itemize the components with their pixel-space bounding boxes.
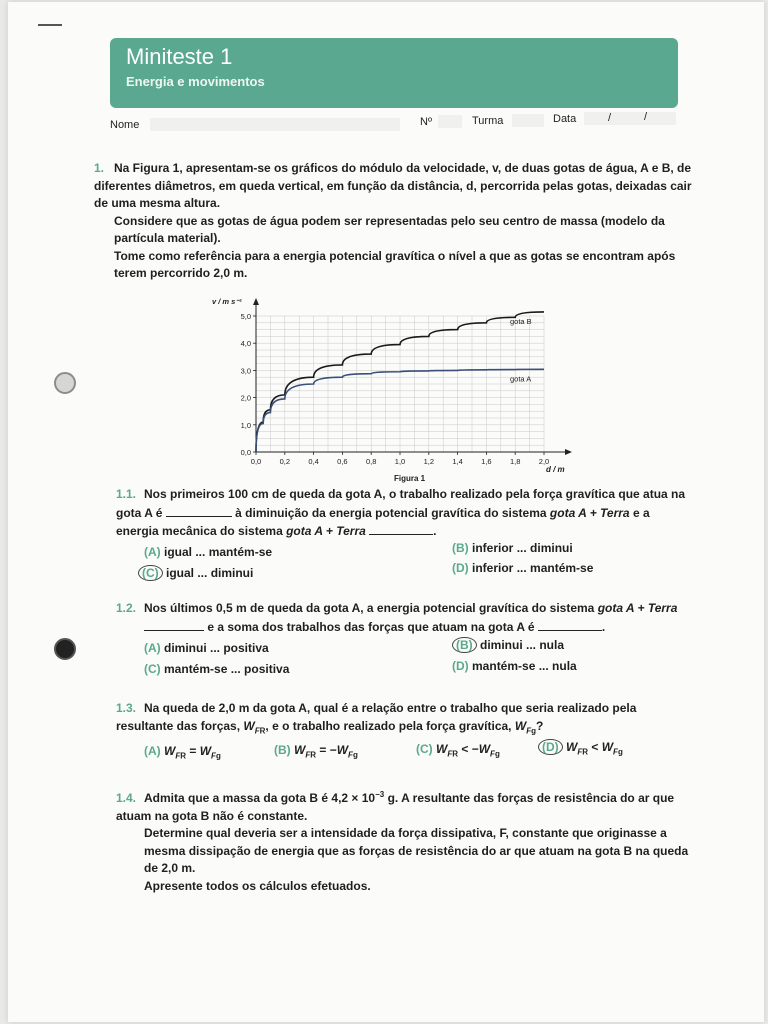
question-text: Na Figura 1, apresentam-se os gráficos do módulo da velocidade, v, de duas gotas de água, A e B, de diferentes diâmetros, em queda vertical, em função da distância, d, percorrida pelas gotas, deixadas cair de uma mesma altura. bbox=[94, 161, 692, 210]
x-axis-arrow bbox=[565, 449, 572, 455]
system-name: gota A + Terra bbox=[286, 524, 366, 538]
question-number: 1.1. bbox=[116, 487, 137, 501]
binder-mark bbox=[38, 24, 62, 26]
question-1 bbox=[94, 160, 692, 283]
option-d[interactable]: (D) $W_{FR} < W_{Fg}$ bbox=[538, 740, 623, 756]
y-axis-label: v / m s⁻¹ bbox=[212, 297, 242, 306]
x-tick-label: 0,6 bbox=[337, 457, 348, 466]
option-b[interactable]: (B) inferior ... diminui bbox=[452, 541, 573, 555]
option-c[interactable]: (C) igual ... diminui bbox=[138, 566, 253, 580]
option-b[interactable]: (B) $W_{FR} = -W_{Fg}$ bbox=[274, 743, 358, 760]
y-tick-label: 4,0 bbox=[240, 339, 251, 349]
date-separator: / bbox=[608, 112, 612, 124]
x-tick-label: 0,0 bbox=[250, 457, 262, 466]
question-1-2: 1.2. Nos últimos 0,5 m de queda da gota A, a energia potencial gravítica do sistema gota A + Terra e a soma dos trabalhos das forças que atuam na gota A é . bbox=[116, 601, 678, 634]
option-c[interactable]: (C) mantém-se ... positiva bbox=[144, 662, 290, 676]
system-name: gota A + Terra bbox=[597, 601, 678, 615]
series-label: gota A bbox=[510, 374, 532, 384]
question-text: Determine qual deveria ser a intensidade da força dissipativa, F, constante que originasse a mesma dissipação de energia que as forças de resistência do ar que atuam na gota B na queda de 2,0 m. bbox=[144, 826, 689, 875]
quiz-title: Miniteste 1 bbox=[126, 44, 233, 69]
figure-caption: Figura 1 bbox=[394, 474, 426, 483]
question-text: Considere que as gotas de água podem ser representadas pelo seu centro de massa (modelo da partícula material). bbox=[114, 213, 665, 245]
x-axis-label: d / m bbox=[546, 465, 565, 474]
y-tick-label: 5,0 bbox=[240, 312, 251, 321]
question-text: Nos últimos 0,5 m de queda da gota A, a energia potencial gravítica do sistema bbox=[144, 601, 595, 615]
system-name: gota A + Terra bbox=[549, 505, 630, 520]
velocity-distance-chart bbox=[200, 296, 580, 486]
x-tick-label: 1,0 bbox=[394, 457, 406, 466]
question-text: g. A resultante das forças de resistência do ar que atuam na gota B não é constante. bbox=[116, 791, 675, 823]
question-text: e a soma dos trabalhos das forças que atuam na gota A é bbox=[207, 619, 535, 634]
y-tick-label: 1,0 bbox=[240, 420, 251, 430]
option-a[interactable]: (A) igual ... mantém-se bbox=[144, 545, 273, 559]
answer-blank[interactable] bbox=[144, 618, 204, 631]
x-tick-label: 1,2 bbox=[423, 457, 435, 466]
quiz-header bbox=[110, 38, 678, 108]
question-number: 1.3. bbox=[116, 701, 137, 715]
x-tick-label: 0,4 bbox=[308, 457, 319, 466]
question-text: e a energia mecânica do sistema bbox=[116, 505, 650, 538]
question-1-4 bbox=[116, 786, 692, 895]
x-tick-label: 0,2 bbox=[279, 457, 291, 466]
y-axis-arrow bbox=[253, 298, 259, 305]
name-label: Nome bbox=[110, 119, 140, 131]
option-c[interactable]: (C) $W_{FR} < -W_{Fg}$ bbox=[416, 742, 500, 759]
number-label: Nº bbox=[420, 116, 432, 128]
option-d[interactable]: (D) mantém-se ... nula bbox=[452, 659, 577, 673]
question-1-3: 1.3. Na queda de 2,0 m da gota A, qual é a relação entre o trabalho que seria realizado pela resultante das forças, $W_{FR}$, e o trabalho realizado pela força gravítica, $W_{Fg}$? bbox=[116, 701, 637, 735]
answer-blank[interactable] bbox=[369, 522, 433, 535]
question-number: 1.2. bbox=[116, 601, 137, 615]
figure-1-chart bbox=[200, 296, 580, 486]
class-field[interactable] bbox=[512, 114, 544, 127]
question-text: Nos primeiros 100 cm de queda da gota A, o trabalho realizado pela força gravítica que atua na gota A é bbox=[116, 487, 686, 520]
quiz-subtitle: Energia e movimentos bbox=[126, 74, 265, 89]
class-label: Turma bbox=[472, 115, 504, 127]
x-tick-label: 0,8 bbox=[365, 457, 377, 466]
series-label: gota B bbox=[510, 316, 532, 326]
y-tick-label: 2,0 bbox=[240, 393, 251, 403]
answer-blank[interactable] bbox=[538, 618, 602, 631]
y-tick-label: 3,0 bbox=[240, 366, 251, 376]
question-text: Apresente todos os cálculos efetuados. bbox=[144, 878, 371, 893]
date-field[interactable] bbox=[584, 112, 676, 125]
question-number: 1. bbox=[94, 161, 105, 175]
x-tick-label: 2,0 bbox=[538, 457, 550, 466]
option-b[interactable]: (B) diminui ... nula bbox=[452, 638, 564, 652]
question-number: 1.4. bbox=[116, 791, 137, 805]
option-a[interactable]: (A) diminui ... positiva bbox=[144, 641, 269, 655]
name-field[interactable] bbox=[150, 118, 400, 131]
answer-blank[interactable] bbox=[166, 504, 232, 517]
option-d[interactable]: (D) inferior ... mantém-se bbox=[452, 561, 594, 575]
date-label: Data bbox=[553, 113, 577, 125]
exponent: −3 bbox=[375, 790, 385, 799]
x-tick-label: 1,6 bbox=[481, 457, 492, 466]
student-id-row bbox=[110, 111, 678, 134]
question-1-1: 1.1. Nos primeiros 100 cm de queda da gota A, o trabalho realizado pela força gravítica que atua na gota A é à diminuição da energia potencial gravítica do sistema gota A + Terra e a energia mecânica do sistema gota A + Terra . bbox=[116, 487, 686, 538]
y-tick-label: 0,0 bbox=[240, 448, 251, 457]
option-a[interactable]: (A) $W_{FR} = W_{Fg}$ bbox=[144, 744, 221, 761]
question-text: Tome como referência para a energia potencial gravítica o nível a que as gotas se encontram após terem percorrido 2,0 m. bbox=[114, 248, 676, 280]
question-text: à diminuição da energia potencial gravítica do sistema bbox=[235, 505, 547, 520]
punch-hole bbox=[54, 372, 76, 394]
punch-hole bbox=[54, 638, 76, 660]
x-tick-label: 1,4 bbox=[452, 457, 463, 466]
question-text: Admita que a massa da gota B é 4,2 × 10 bbox=[144, 791, 376, 805]
number-field[interactable] bbox=[438, 115, 462, 128]
question-text: Na queda de 2,0 m da gota A, qual é a relação entre o trabalho que seria realizado pela resultante das forças, bbox=[116, 701, 637, 733]
date-separator: / bbox=[644, 111, 648, 123]
question-text: e o trabalho realizado pela força gravítica, bbox=[272, 718, 512, 733]
x-tick-label: 1,8 bbox=[509, 457, 521, 466]
